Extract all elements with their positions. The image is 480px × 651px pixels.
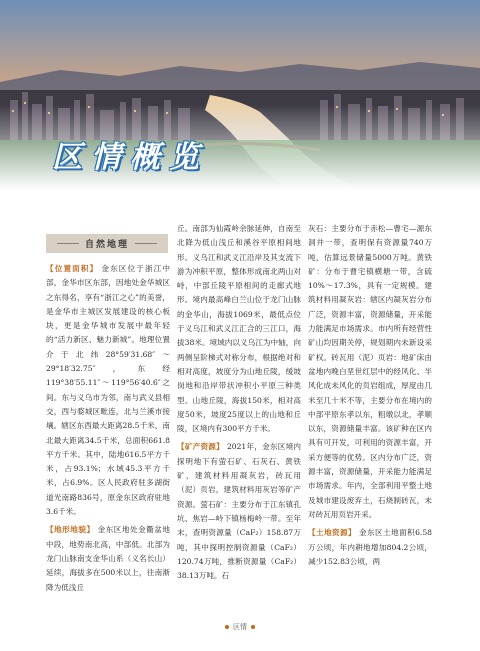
paragraph-minerals [177, 440, 301, 583]
minerals-text: 2021年，金东区境内探明地下有萤石矿、石灰石、黄铁矿，建筑材料用凝灰岩，砖瓦用（泥）页岩，建筑材料用灰岩等矿产资源。萤石矿：主要分布于江东镇孔坑、焦岩—岭下镇杨梅岭一带。至年末，查明资源量（CaF₂）158.87万吨，其中探明控制资源量（CaF₂）120.74万吨，推断资源量（CaF₂）38.13万吨。石 [177, 442, 302, 581]
paragraph-location [46, 262, 170, 519]
page-footer [0, 622, 480, 632]
paragraph-minerals-cont [308, 222, 432, 522]
terrain-text-cont: 丘。南部为仙霞岭余脉延伸，自南至北降为低山浅丘和溪谷平原相间地形。义乌江和武义江沿岸及其支流下游为冲积平原，整体形成南北两山对峙，中部丘陵平原相间的走廊式地形。境内最高峰白兰山位于龙门山脉的金华山，海拔1069米，最低点位于义乌江和武义江汇合的三江口，海拔38米。境域内以义乌江为中轴，向两侧呈阶梯式对称分布，根据绝对和相对高度，坡度分为山地丘陵，缓坡岗地和沿岸带状冲积小平原三种类型。山地丘陵，海拔150米，相对高度50米，坡度25度以上的山地和丘陵，区境内有300平方千米。 [177, 224, 301, 434]
land-text: 金东区土地面积6.58万公顷，年内耕地增加804.2公顷，减少152.83公顷，两 [308, 528, 432, 566]
footer-dot-icon [251, 625, 255, 629]
land-heading: 【土地资源】 [308, 528, 357, 538]
section-heading-text: 自然地理 [84, 240, 129, 250]
paragraph-terrain-cont [177, 222, 301, 436]
page-title: 区情概览 [52, 140, 208, 175]
column-3 [308, 222, 432, 569]
section-heading [46, 234, 168, 253]
paragraph-land [308, 526, 432, 569]
location-text: 金东区位于浙江中部，金华市区东部，因地处金华城区之东得名，享有“浙江之心”的美誉，是金华市主城区发展建设的核心板块，更是金华城市发展中最年轻的“活力新区、魅力新城”。地理位置介于北纬28°59′31.68″～29°18′32.75″，东经119°38′55.11″～119°56′40.6″之间。东与义乌市为邻，南与武义县相交，西与婺城区毗连，北与兰溪市接壤。辖区东西最大距离28.5千米，南北最大距离34.5千米，总面积661.8平方千米。其中，陆地616.5平方千米，占93.1%；水域45.3平方千米，占6.9%。区人民政府驻多湖街道光南路836号，原金东区政府驻地3.6千米。 [46, 264, 171, 517]
minerals-heading: 【矿产资源】 [177, 442, 224, 452]
footer-dot-icon [225, 625, 229, 629]
paragraph-terrain [46, 523, 170, 594]
terrain-text: 金东区地处金衢盆地中段，地势南北高，中部低。北部为龙门山脉南支金华山系（义名长山）延续，海拔多在500米以上，往南渐降为低浅丘 [46, 525, 171, 592]
footer-label: 区情 [233, 623, 247, 631]
column-1 [46, 262, 170, 595]
location-heading: 【位置面积】 [46, 264, 99, 273]
column-2 [177, 222, 301, 583]
minerals-text-cont: 灰石：主要分布于赤松—曹宅—源东洞井一带，查明保有资源量740万吨，估算远景储量5000万吨。黄铁矿：分布于曹宅镇横塘一带，含硫10%～17.3%，具有一定规模。建筑材料用凝灰岩：辖区内凝灰岩分布广泛，资源丰富，资源储量，开采能力能满足市场需求。市内所有经营性矿山均因期关停，规划期内未新设采矿权。砖瓦用（泥）页岩：地矿床由盆地内晚白垩世红层中的经风化、半风化成未风化的页岩组成，厚度由几米至几十米不等，主要分布在境内的中部平原东孝以东，粗墩以北，孝顺以东，资源储量丰富。该矿种在区内具有可开发，可利用的资源丰富，开采方便等的优势。区内分布广泛，资源丰富，资源储量，开采能力能满足市场需求。年内，全部利用平整土地及城市建设废弃土，石烧制砖瓦，未对砖瓦用页岩开采。 [308, 224, 432, 519]
terrain-heading: 【地形地貌】 [46, 525, 95, 535]
